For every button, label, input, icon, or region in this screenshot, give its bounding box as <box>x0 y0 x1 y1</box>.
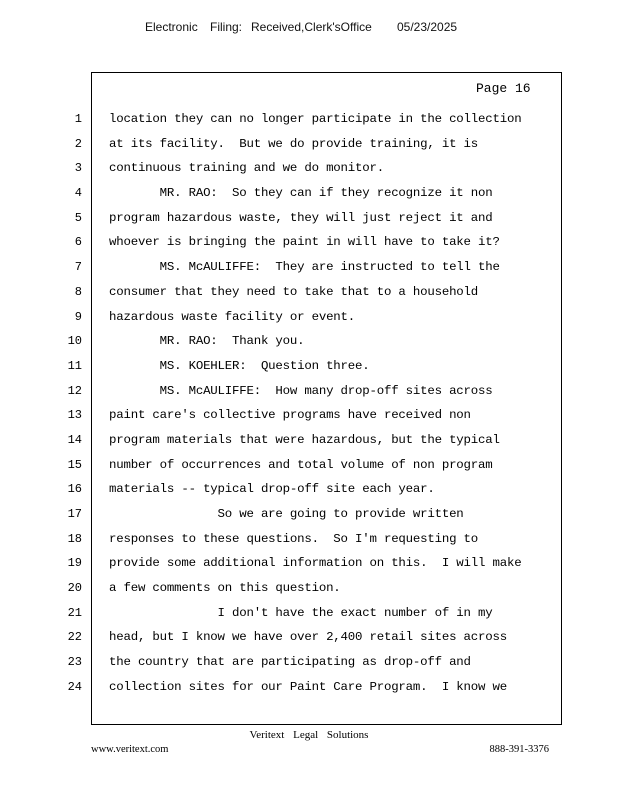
line-number: 8 <box>74 284 82 299</box>
line-number: 24 <box>67 679 82 694</box>
line-number: 9 <box>74 309 82 324</box>
transcript-line: continuous training and we do monitor. <box>109 161 384 176</box>
transcript-line: consumer that they need to take that to a household <box>109 284 479 299</box>
line-number: 21 <box>67 605 82 620</box>
line-number: 4 <box>74 186 82 201</box>
header-date: 05/23/2025 <box>397 20 458 34</box>
filing-header <box>0 20 618 38</box>
transcript-line: the country that are participating as drop-off and <box>109 655 471 670</box>
line-number: 15 <box>67 457 82 472</box>
transcript-line: program hazardous waste, they will just reject it and <box>109 210 493 225</box>
transcript-line: paint care's collective programs have received non <box>109 408 471 423</box>
line-number: 18 <box>67 531 82 546</box>
line-number: 13 <box>67 408 82 423</box>
transcript-line: materials -- typical drop-off site each year. <box>109 482 435 497</box>
transcript-line: MS. McAULIFFE: How many drop-off sites across <box>109 383 493 398</box>
line-number: 2 <box>74 136 82 151</box>
line-number: 6 <box>74 235 82 250</box>
transcript-line: provide some additional information on this. I will make <box>109 556 522 571</box>
transcript-line: whoever is bringing the paint in will have to take it? <box>109 235 500 250</box>
header-electronic: Electronic <box>145 20 198 34</box>
transcript-line: at its facility. But we do provide training, it is <box>109 136 479 151</box>
transcript-line: collection sites for our Paint Care Program. I know we <box>109 679 507 694</box>
transcript-line: MS. McAULIFFE: They are instructed to tell the <box>109 260 500 275</box>
header-filing: Filing: <box>210 20 243 34</box>
page-number: Page 16 <box>476 81 531 96</box>
line-number: 7 <box>74 260 82 275</box>
transcript-line: location they can no longer participate in the collection <box>109 112 522 126</box>
line-number: 3 <box>74 161 82 176</box>
transcript-line: responses to these questions. So I'm requesting to <box>109 531 479 546</box>
transcript-line: a few comments on this question. <box>109 581 341 596</box>
line-number-column <box>60 110 82 703</box>
footer-website: www.veritext.com <box>91 744 169 755</box>
transcript-line: MR. RAO: Thank you. <box>109 334 305 349</box>
line-number: 5 <box>74 210 82 225</box>
footer-phone: 888-391-3376 <box>489 744 549 755</box>
transcript-line: number of occurrences and total volume of non program <box>109 457 493 472</box>
transcript-line: MS. KOEHLER: Question three. <box>109 358 370 373</box>
transcript-line: program materials that were hazardous, but the typical <box>109 432 500 447</box>
line-number: 19 <box>67 556 82 571</box>
transcript-line: I don't have the exact number of in my <box>109 605 493 620</box>
transcript-line: head, but I know we have over 2,400 retail sites across <box>109 630 507 645</box>
footer-company: Veritext Legal Solutions <box>249 729 369 741</box>
header-received: Received,Clerk'sOffice <box>251 20 372 34</box>
line-number: 16 <box>67 482 82 497</box>
line-number: 10 <box>67 334 82 349</box>
transcript-line: hazardous waste facility or event. <box>109 309 356 324</box>
line-number: 1 <box>74 112 82 126</box>
transcript-text <box>109 110 559 703</box>
line-number: 23 <box>67 655 82 670</box>
line-number: 17 <box>67 507 82 521</box>
transcript-line: MR. RAO: So they can if they recognize it non <box>109 186 493 201</box>
transcript-line: So we are going to provide written <box>109 507 464 521</box>
line-number: 22 <box>67 630 82 645</box>
line-number: 14 <box>67 432 82 447</box>
line-number: 12 <box>67 383 82 398</box>
line-number: 11 <box>67 358 82 373</box>
line-number: 20 <box>67 581 82 596</box>
